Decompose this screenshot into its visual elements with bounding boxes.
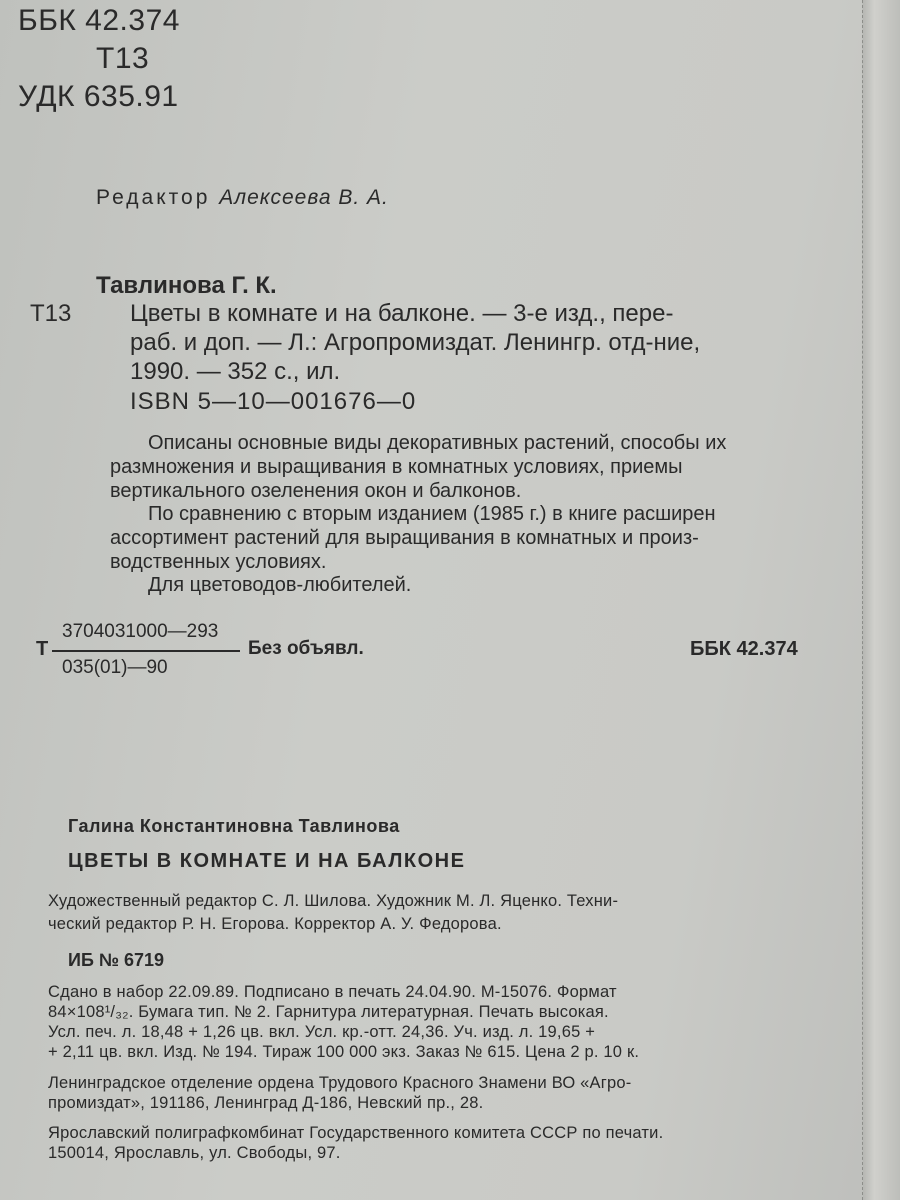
page-edge [862, 0, 900, 1200]
print-line: 84×108¹/₃₂. Бумага тип. № 2. Гарнитура литературная. Печать высокая. [48, 1003, 609, 1021]
udk-code: УДК 635.91 [18, 80, 179, 113]
printer-line: Ярославский полиграфкомбинат Государственного комитета СССР по печати. [48, 1124, 664, 1142]
record-line: раб. и доп. — Л.: Агропромиздат. Ленингр. отд-ние, [130, 329, 701, 356]
author-mark-code: Т13 [96, 42, 150, 75]
printer-line: 150014, Ярославль, ул. Свободы, 97. [48, 1144, 341, 1162]
annotation-line: водственных условиях. [110, 551, 327, 573]
editor-name: Алексеева В. А. [219, 186, 389, 209]
editor-label: Редактор [96, 186, 211, 209]
print-line: Усл. печ. л. 18,48 + 1,26 цв. вкл. Усл. кр.-отт. 24,36. Уч. изд. л. 19,65 + [48, 1023, 596, 1041]
index-letter: Т [36, 638, 49, 660]
fraction-bar [52, 650, 240, 652]
record-mark: Т13 [30, 300, 72, 327]
colophon-author: Галина Константиновна Тавлинова [68, 816, 400, 836]
annotation-line: размножения и выращивания в комнатных условиях, приемы [110, 456, 683, 478]
annotation-line: По сравнению с вторым изданием (1985 г.) в книге расширен [148, 503, 716, 525]
annotation-line: вертикального озеленения окон и балконов. [110, 480, 522, 502]
staff-line: ческий редактор Р. Н. Егорова. Корректор А. У. Федорова. [48, 915, 502, 933]
isbn: ISBN 5—10—001676—0 [130, 388, 417, 415]
colophon-title: ЦВЕТЫ В КОМНАТЕ И НА БАЛКОНЕ [68, 850, 466, 872]
annotation-line: Для цветоводов-любителей. [148, 574, 412, 596]
no-advert-note: Без объявл. [248, 638, 364, 659]
annotation-line: Описаны основные виды декоративных растений, способы их [148, 432, 727, 454]
record-line: 1990. — 352 с., ил. [130, 358, 341, 385]
editor-line [96, 186, 389, 210]
print-line: + 2,11 цв. вкл. Изд. № 194. Тираж 100 000 экз. Заказ № 615. Цена 2 р. 10 к. [48, 1043, 640, 1061]
publisher-line: Ленинградское отделение ордена Трудового Красного Знамени ВО «Агро- [48, 1074, 632, 1092]
record-author: Тавлинова Г. К. [96, 272, 277, 299]
staff-line: Художественный редактор С. Л. Шилова. Художник М. Л. Яценко. Техни- [48, 892, 619, 910]
index-numerator: 3704031000—293 [62, 621, 219, 642]
record-line: Цветы в комнате и на балконе. — 3-е изд., пере- [130, 300, 674, 327]
annotation-line: ассортимент растений для выращивания в комнатных и произ- [110, 527, 699, 549]
bbk-code: ББК 42.374 [18, 4, 180, 37]
index-bbk: ББК 42.374 [690, 638, 798, 660]
publisher-line: промиздат», 191186, Ленинград Д-186, Невский пр., 28. [48, 1094, 484, 1112]
ib-number: ИБ № 6719 [68, 950, 164, 970]
print-line: Сдано в набор 22.09.89. Подписано в печать 24.04.90. М-15076. Формат [48, 983, 617, 1001]
index-denominator: 035(01)—90 [62, 657, 168, 678]
